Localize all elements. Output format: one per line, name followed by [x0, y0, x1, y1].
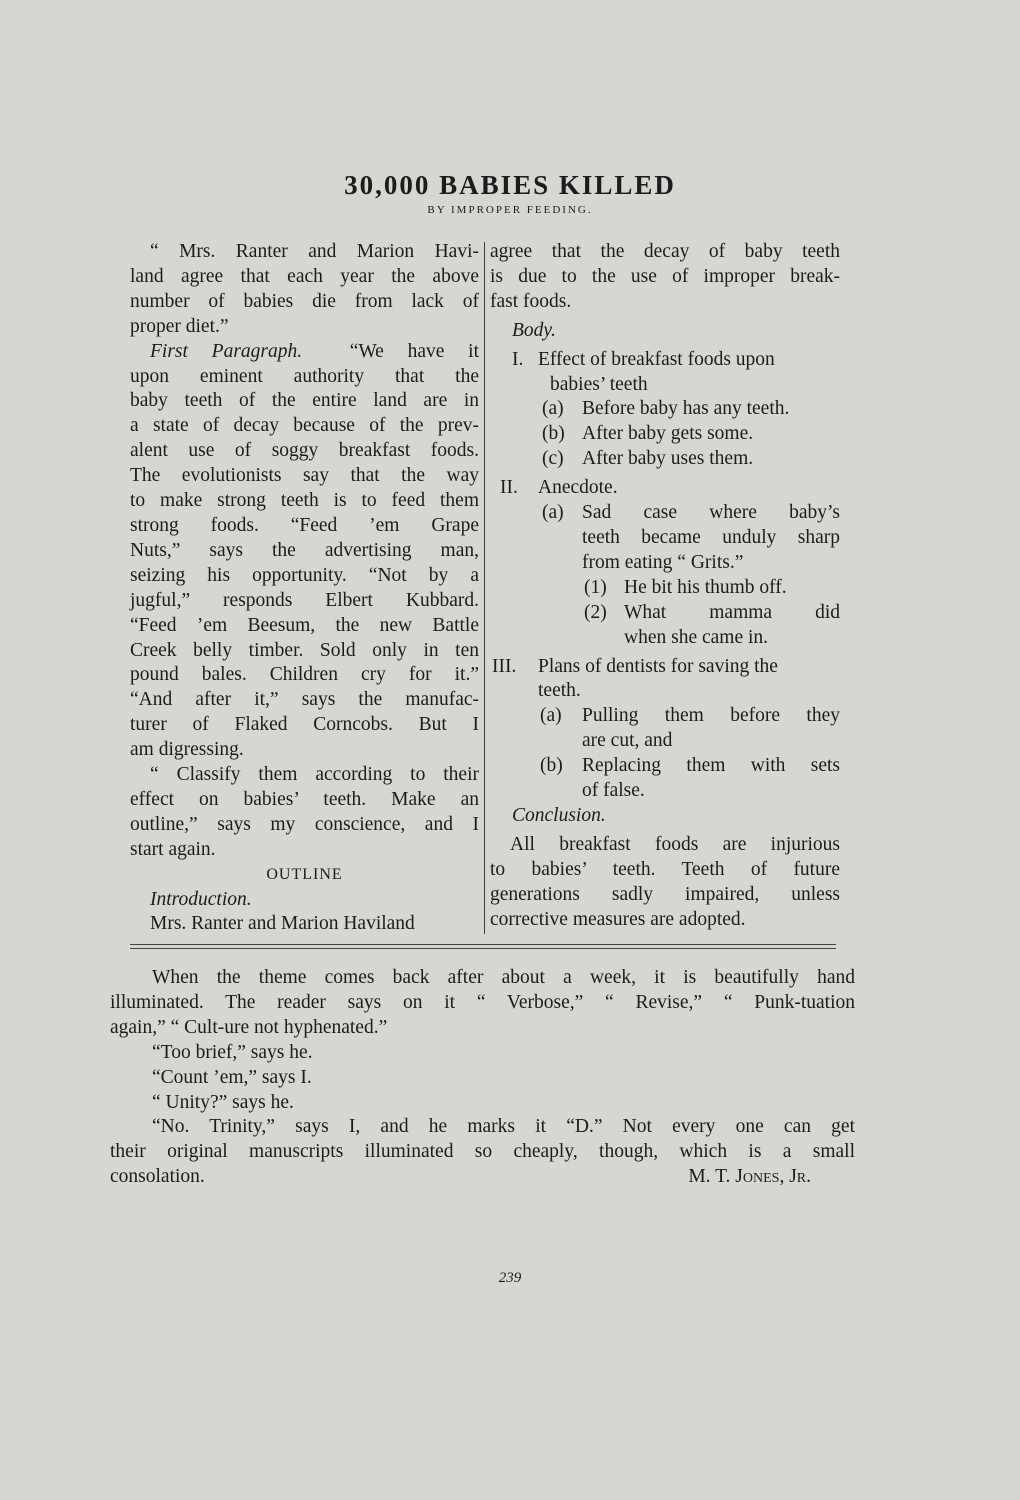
item-text: Sad case where baby’s — [582, 502, 840, 524]
section-rule — [130, 948, 836, 949]
closing-text — [110, 966, 855, 1190]
article-subtitle: BY IMPROPER FEEDING. — [427, 204, 593, 216]
outline-item — [490, 754, 840, 804]
conclusion-label: Conclusion. — [512, 804, 606, 826]
text-line: land agree that each year the above — [130, 265, 479, 287]
text-line: Effect of breakfast foods upon — [538, 348, 775, 370]
text-line: am digressing. — [130, 739, 244, 761]
text-line: illuminated. The reader says on it “ Verbose,” “ Revise,” “ Punk-tuation — [110, 991, 855, 1013]
outline-section-2 — [490, 476, 840, 501]
text-line: agree that the decay of baby teeth — [490, 241, 840, 262]
item-text: of false. — [582, 780, 645, 802]
text-line: “No. Trinity,” says I, and he marks it “D.” Not every one can get — [152, 1116, 855, 1138]
text-line: pound bales. Children cry for it.” — [130, 664, 479, 686]
subitem-text: He bit his thumb off. — [624, 576, 787, 598]
item-text: from eating “ Grits.” — [582, 551, 744, 573]
outline-subitem — [490, 601, 840, 651]
outline-item — [490, 501, 840, 576]
right-column — [490, 240, 840, 932]
text-line: The evolutionists say that the way — [130, 465, 479, 487]
text-line: proper diet.” — [130, 315, 229, 337]
text-line: start again. — [130, 838, 216, 860]
section-number: I. — [512, 348, 524, 370]
item-number: (b) — [540, 755, 563, 777]
item-number: (a) — [542, 398, 564, 420]
text-line: again,” “ Cult-ure not hyphenated.” — [110, 1016, 388, 1038]
item-number: (a) — [542, 502, 564, 524]
text-line: seizing his opportunity. “Not by a — [130, 564, 479, 586]
text-line: their original manuscripts illuminated so cheaply, though, which is a small — [110, 1141, 855, 1163]
text-line: When the theme comes back after about a week, it is beautifully hand — [152, 967, 855, 988]
text-line: a state of decay because of the prev- — [130, 415, 479, 437]
item-number: (a) — [540, 705, 562, 727]
outline-item — [490, 704, 840, 754]
first-paragraph-line — [130, 340, 479, 365]
text-line: is due to the use of improper break- — [490, 265, 840, 287]
text-line: Anecdote. — [538, 477, 618, 499]
text-fragment: “We have it — [349, 340, 480, 362]
item-text: After baby gets some. — [582, 423, 754, 445]
outline-subitem — [490, 576, 840, 601]
section-rule — [130, 944, 836, 945]
item-text: Before baby has any teeth. — [582, 398, 790, 420]
dialog-line: “Count ’em,” says I. — [152, 1066, 312, 1088]
text-line: babies’ teeth — [550, 373, 648, 395]
text-fragment: consolation. — [110, 1166, 205, 1188]
item-text: are cut, and — [582, 730, 673, 752]
outline-item — [490, 447, 840, 472]
item-text: teeth became unduly sharp — [582, 526, 840, 548]
item-number: (c) — [542, 448, 564, 470]
dialog-line: “ Unity?” says he. — [152, 1091, 294, 1113]
section-number: II. — [500, 477, 518, 499]
text-line: teeth. — [538, 680, 581, 702]
text-line: turer of Flaked Corncobs. But I — [130, 714, 479, 736]
text-line: to babies’ teeth. Teeth of future — [490, 858, 840, 880]
subitem-number: (2) — [584, 601, 607, 623]
outline-section-3 — [490, 655, 840, 705]
text-line: alent use of soggy breakfast foods. — [130, 440, 479, 462]
text-line: strong foods. “Feed ’em Grape — [130, 514, 479, 536]
text-line: Mrs. Ranter and Marion Haviland — [150, 913, 415, 935]
subitem-text: What mamma did — [624, 601, 840, 623]
last-line — [110, 1165, 855, 1190]
item-text: After baby uses them. — [582, 448, 754, 470]
text-line: to make strong teeth is to feed them — [130, 490, 479, 512]
author-signature: M. T. Jones, Jr. — [688, 1166, 811, 1188]
text-line: outline,” says my conscience, and I — [130, 813, 479, 835]
text-line: jugful,” responds Elbert Kubbard. — [130, 589, 479, 611]
text-line: fast foods. — [490, 290, 572, 312]
text-line: upon eminent authority that the — [130, 365, 479, 387]
item-text: Pulling them before they — [582, 705, 840, 727]
text-line: Plans of dentists for saving the — [538, 655, 778, 677]
text-line: “And after it,” says the manufac- — [130, 689, 479, 711]
introduction-label: Introduction. — [150, 888, 252, 910]
article-title: 30,000 BABIES KILLED — [344, 170, 676, 200]
first-paragraph-label: First Paragraph. — [150, 340, 303, 362]
left-column — [130, 240, 479, 937]
text-line: Nuts,” says the advertising man, — [130, 539, 479, 561]
page-number: 239 — [498, 1270, 522, 1286]
text-line: All breakfast foods are injurious — [510, 833, 840, 855]
section-number: III. — [492, 655, 517, 677]
column-divider — [484, 242, 485, 934]
item-text: Replacing them with sets — [582, 755, 840, 777]
text-line: number of babies die from lack of — [130, 290, 479, 312]
text-line: “ Classify them according to their — [150, 764, 479, 786]
text-line: Creek belly timber. Sold only in ten — [130, 639, 479, 661]
outline-item — [490, 397, 840, 422]
outline-heading: OUTLINE — [266, 865, 343, 883]
dialog-line: “Too brief,” says he. — [152, 1041, 313, 1063]
subitem-number: (1) — [584, 576, 607, 598]
text-line: effect on babies’ teeth. Make an — [130, 788, 479, 810]
body-label: Body. — [512, 319, 556, 341]
text-line: “ Mrs. Ranter and Marion Havi- — [150, 241, 479, 262]
subitem-text: when she came in. — [624, 626, 769, 648]
text-line: corrective measures are adopted. — [490, 908, 746, 930]
item-number: (b) — [542, 423, 565, 445]
text-line: baby teeth of the entire land are in — [130, 390, 479, 412]
outline-section-1 — [490, 348, 840, 398]
text-line: “Feed ’em Beesum, the new Battle — [130, 614, 479, 636]
outline-item — [490, 422, 840, 447]
text-line: generations sadly impaired, unless — [490, 883, 840, 905]
